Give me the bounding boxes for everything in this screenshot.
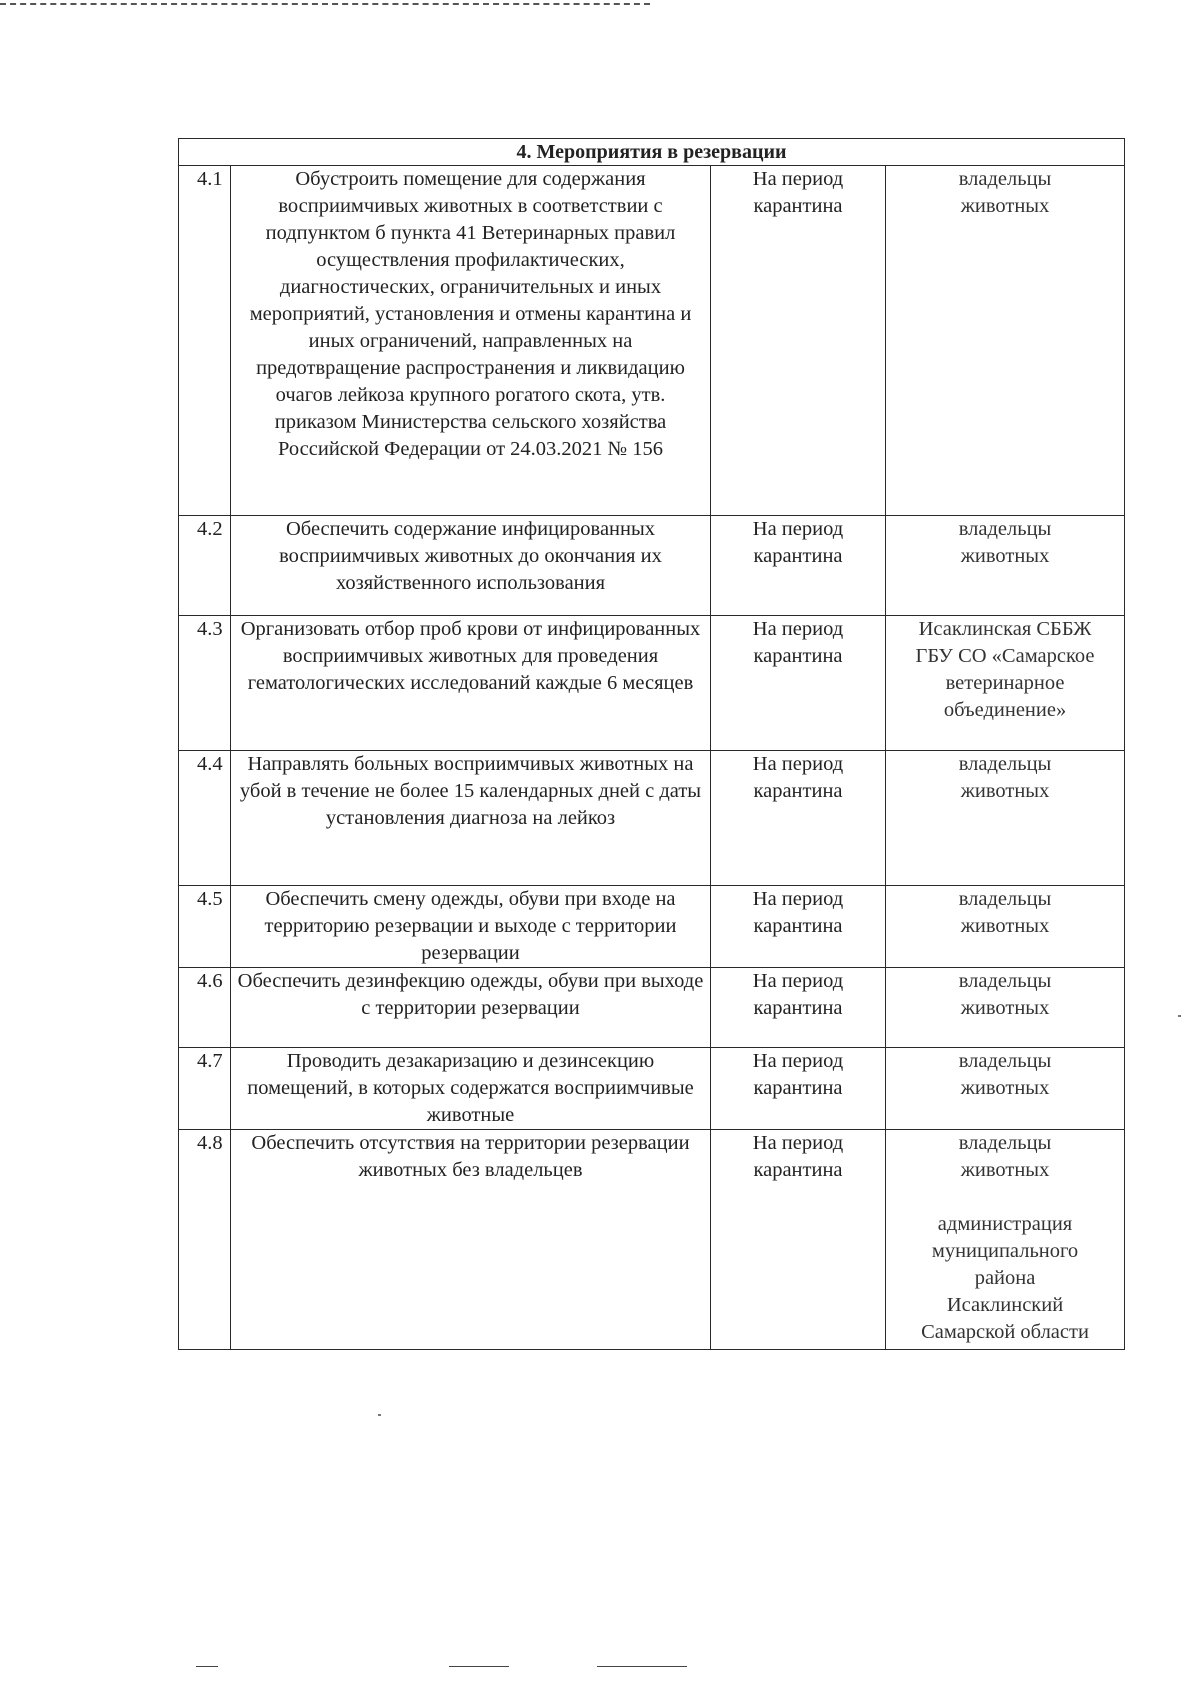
table-row [179,166,1125,516]
scan-artifact-bottom [449,1666,509,1667]
responsible-party: администрация муниципального района Исаклинский Самарской области [921,1213,1089,1343]
row-responsible [886,968,1125,1048]
row-task: Проводить дезакаризацию и дезинсекцию помещений, в которых содержатся восприимчивые животные [231,1048,711,1130]
row-number: 4.2 [179,516,231,616]
row-term: На период карантина [711,166,886,516]
row-number: 4.6 [179,968,231,1048]
scan-artifact-bottom [597,1666,687,1667]
row-responsible [886,1048,1125,1130]
row-term: На период карантина [711,968,886,1048]
scan-speck [1178,1015,1181,1017]
row-responsible [886,166,1125,516]
row-responsible [886,1130,1125,1350]
scan-speck [378,1414,381,1416]
table-row [179,968,1125,1048]
row-term: На период карантина [711,886,886,968]
table-row [179,1048,1125,1130]
table-body [179,166,1125,1350]
scan-artifact-top [0,3,650,5]
responsible-party: владельцы животных [958,518,1052,567]
table-row [179,616,1125,751]
row-responsible [886,516,1125,616]
row-term: На период карантина [711,1130,886,1350]
row-term: На период карантина [711,1048,886,1130]
row-term: На период карантина [711,516,886,616]
responsible-party: Исаклинская СББЖ ГБУ СО «Самарское ветеринарное объединение» [915,618,1095,721]
responsible-party: владельцы животных [958,753,1052,802]
row-number: 4.1 [179,166,231,516]
row-responsible [886,751,1125,886]
row-task: Обеспечить содержание инфицированных восприимчивых животных до окончания их хозяйственного использования [231,516,711,616]
responsible-party: владельцы животных [958,168,1052,217]
row-task: Обеспечить дезинфекцию одежды, обуви при выходе с территории резервации [231,968,711,1048]
table-row [179,886,1125,968]
measures-table [178,138,1125,1350]
row-term: На период карантина [711,616,886,751]
table-row [179,516,1125,616]
row-task: Обеспечить смену одежды, обуви при входе на территорию резервации и выходе с территории резервации [231,886,711,968]
responsible-party: владельцы животных [958,888,1052,937]
row-task: Направлять больных восприимчивых животных на убой в течение не более 15 календарных дней с даты установления диагноза на лейкоз [231,751,711,886]
table-row [179,1130,1125,1350]
row-number: 4.8 [179,1130,231,1350]
row-task: Обеспечить отсутствия на территории резервации животных без владельцев [231,1130,711,1350]
section-title: 4. Мероприятия в резервации [179,139,1125,166]
row-task: Обустроить помещение для содержания восприимчивых животных в соответствии с подпунктом б пункта 41 Ветеринарных правил осуществления профилактических, диагностических, ограничительных и иных мероприятий, установления и отмены карантина и иных ограничений, направленных на предотвращение распространения и ликвидацию очагов лейкоза крупного рогатого скота, утв. приказом Министерства сельского хозяйства Российской Федерации от 24.03.2021 № 156 [231,166,711,516]
row-responsible [886,616,1125,751]
row-task: Организовать отбор проб крови от инфицированных восприимчивых животных для проведения гематологических исследований каждые 6 месяцев [231,616,711,751]
table-row [179,751,1125,886]
row-number: 4.3 [179,616,231,751]
row-number: 4.7 [179,1048,231,1130]
responsible-party: владельцы животных [958,1132,1052,1181]
scan-artifact-bottom [196,1666,218,1667]
responsible-party: владельцы животных [958,970,1052,1019]
row-number: 4.4 [179,751,231,886]
row-number: 4.5 [179,886,231,968]
responsible-party: владельцы животных [958,1050,1052,1099]
row-responsible [886,886,1125,968]
section-header-row [179,139,1125,166]
row-term: На период карантина [711,751,886,886]
